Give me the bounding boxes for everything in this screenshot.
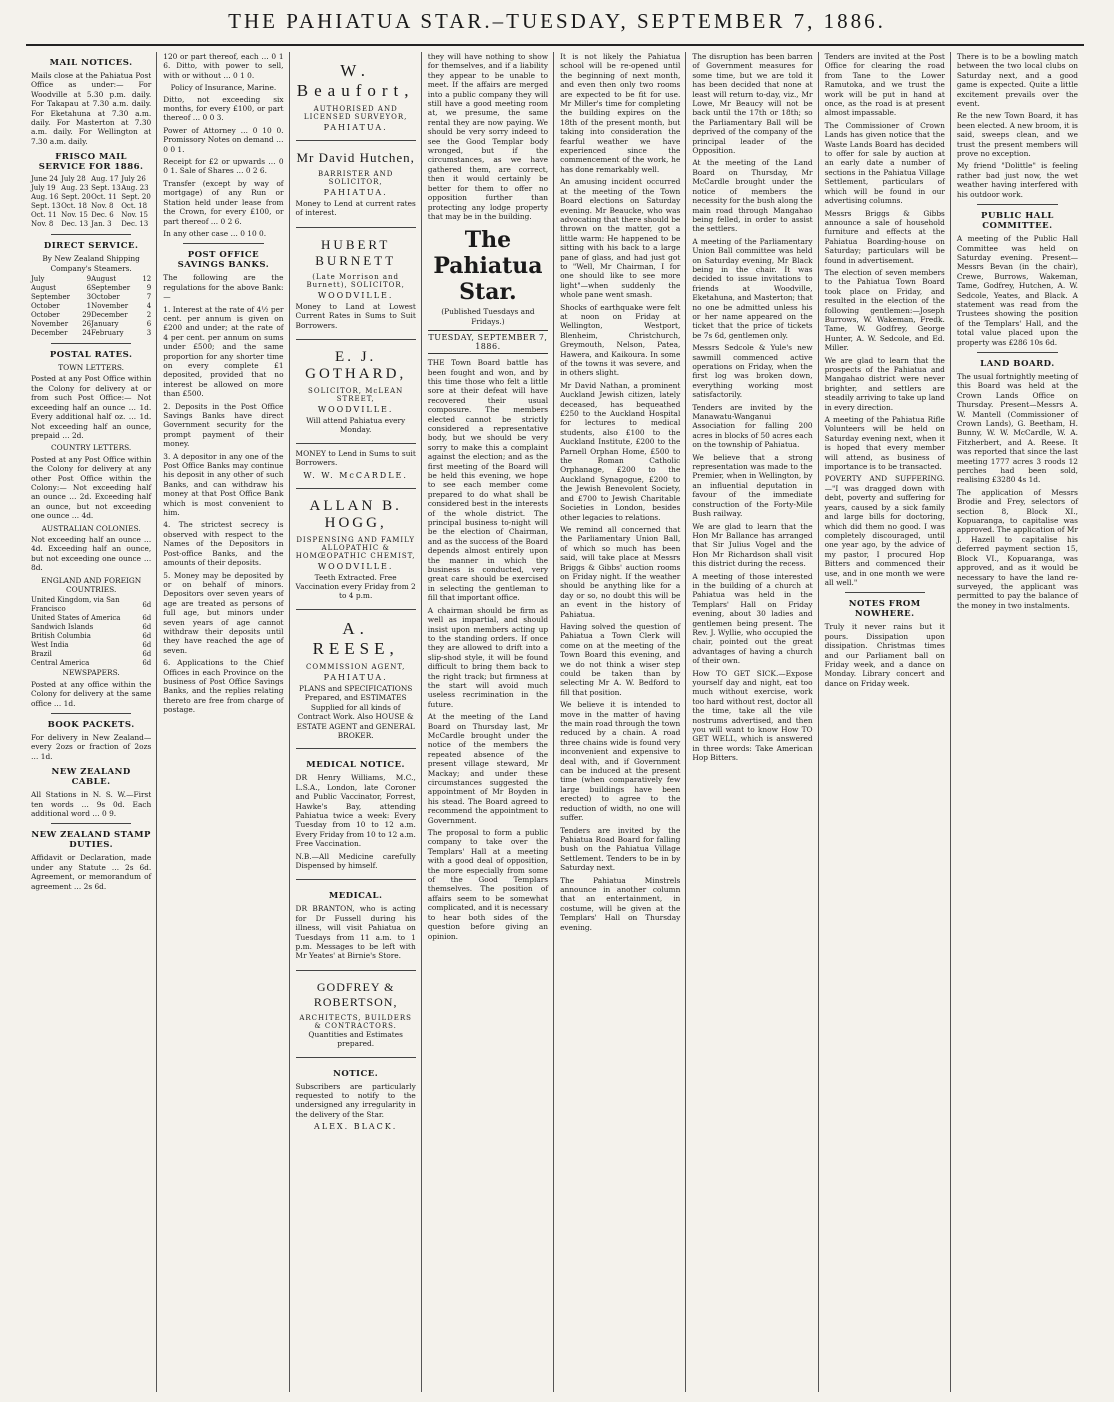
news-paragraph: We believe it is intended to move in the matter of having the main road through the town reduced by a chain. A road three chains wide is found very inconvenient and expensive to deal with, and if Government can be induced at the present time (when comparatively few large buildings have been erected) to agree to the reduction of width, no one will suffer. [560,700,681,823]
advert-name: HUBERT BURNETT [315,236,397,268]
news-paragraph: There is to be a bowling match between the two local clubs on Saturday next, and a good game is expected. Quite a little excitement prevails over the event. [956,52,1078,109]
news-paragraph: An amusing incident occurred at the meeting of the Town Board elections on Saturday evening. Mr Beaucke, who was advocating that there should be thrown on the matter, got a little warm: He happened to be sitting with his back to a large pane of glass, and had just got to "Well, Mr Chairman, I for one should like to see more light"—when suddenly the whole pane went smash. [560,177,681,300]
savings-paragraph: The following are the regulations for the above Bank:— [163,273,284,302]
savings-bank-heading: POST OFFICE SAVINGS BANKS. [177,250,270,271]
news-paragraph: Having solved the question of Pahiatua a Town Clerk will come on at the meeting of the Town Board this evening, and we do not think a wiser step could be taken than by selecting Mr A. W. Bedford to fill that position. [560,621,681,697]
news-paragraph: Tenders are invited by the Pahiatua Road Board for falling bush on the Pahiatua Village Settlement. Tenders to be in by Saturday next. [560,825,681,873]
column-5 [555,52,686,1392]
medical-text: DR BRANTON, who is acting for Dr Fussell during his illness, will visit Pahiatua on Tuesdays from 11 a.m. to 1 p.m. Messages to be left with Mr Yeates' at Birnie's Store. [295,904,416,961]
paper-title: The Pahiatua Star. [433,227,543,306]
column-8 [952,52,1083,1392]
england-rates-table [31,596,151,668]
savings-paragraph: 1. Interest at the rate of 4½ per cent. per annum is given on £200 and under; at the rate of 4 per cent. per annum on sums under £500; and the same proportion for any shorter time on every complete £1 deposited, provided that no interest be allowed on more than £500. [163,304,284,399]
public-hall-heading: PUBLIC HALL COMMITTEE. [981,211,1054,232]
advert-town: PAHIATUA. [323,672,388,682]
godfrey-advert [296,971,416,1058]
australian-colonies-subheading: AUSTRALIAN COLONIES. [41,523,141,533]
news-paragraph: Messrs Briggs & Gibbs announce a sale of household furniture and effects at the Pahiatua Boarding-house on Saturday; particulars will be found in advertisement. [824,208,945,265]
advert-town: PAHIATUA. [323,188,388,197]
news-paragraph: The Commissioner of Crown Lands has given notice that the Waste Lands Board has decided to offer for sale by auction at an early date a number of sections in the Pahiatua Village Settlement, particulars of which will be found in our advertising columns. [824,120,945,206]
england-subheading: ENGLAND AND FOREIGN COUNTRIES. [40,575,142,594]
advert-text: Money to Lend at current rates of interest. [295,199,416,218]
power-text: Power of Attorney … 0 10 0. Promissory Notes on demand … 0 0 1. [163,125,284,154]
country-letters-subheading: COUNTRY LETTERS. [50,443,132,453]
divider [51,343,131,344]
news-paragraph: The election of seven members to the Pahiatua Town Board took place on Friday, and resulted in the election of the following gentlemen:—Joseph Burrows, W. Wakeman, Fredk. Tame, W. Godfrey, George Hunter, A. W. Sedcole, and Ed. Miller. [824,267,945,353]
advert-name: A. REESE, [312,618,399,658]
news-paragraph: A meeting of the Parliamentary Union Ball committee was held on Saturday evening, Mr Black being in the chair. It was decided to issue invitations to friends at Woodville, Eketahuna, and Masterton; that no one be admitted unless his or her name appeared on the ticket that the price of tickets be 7s 6d, gentlemen only. [692,236,813,340]
news-paragraph: The Pahiatua Minstrels announce in another column that an entertainment, in costume, will be given at the Templars' Hall on Thursday evening. [560,875,681,932]
divider [51,823,131,824]
postal-rates-heading: POSTAL RATES. [49,350,133,361]
newspapers-text: Posted at any office within the Colony for delivery at the same office … 1d. [31,679,152,708]
receipt-text: Receipt for £2 or upwards … 0 0 1. Sale of Shares … 0 2 6. [163,157,284,176]
news-paragraph: Mr David Nathan, a prominent Auckland Jewish citizen, lately deceased, has bequeathed £250 to the Auckland Hospital for lectures to medical students, also £100 to the Auckland Institute, £200 to the Parnell Orphan Home, £500 to the Roman Catholic Orphanage, £200 to the Auckland Synagogue, £200 to the Jewish Benevolent Society, and £700 to Jewish Charitable Societies in London, besides other legacies to relations. [560,380,681,522]
column-1 [26,52,157,1392]
news-paragraph: The disruption has been barren of Government measures for some time, but we are told it has been decided that none at least will return to-day, viz., Mr Lowe, Mr Beaucy will not be back until the 17th or 18th; so the Parliamentary Ball will be deprived of the company of the principal leader of the Opposition. [692,52,813,156]
table-row: July 9 August 12 [31,275,152,284]
columns [26,52,1084,1392]
advert-name: W. Beaufort, [296,61,415,100]
table-row: July 19 Aug. 23 Sept. 13 Aug. 23 [31,184,149,193]
table-row: Sandwich Islands 6d [31,623,152,632]
advert-text: Will attend Pahiatua every Monday. [306,416,406,435]
divider [845,592,925,593]
savings-paragraph: 5. Money may be deposited by or on behalf of minors. Depositors over seven years of age are treated as persons of full age, but minors under seven years of age cannot withdraw their deposits until they have reached the age of seven. [163,570,284,655]
news-paragraph: My friend "Dolittle" is feeling rather bad just now, the wet weather having interfered with his outdoor work. [956,161,1078,199]
medical-notice-text: DR Henry Williams, M.C., L.S.A., London, late Coroner and Public Vaccinator, Forrest, Hawke's Bay, attending Pahiatua twice a week: Every Tuesday from 10 to 12 a.m. Every Friday from 10 to 12 a.m. Free Vaccination. [295,773,416,849]
advert-name: GODFREY & ROBERTSON, [313,979,398,1009]
mail-notices-heading: MAIL NOTICES. [49,58,133,68]
mccardle-advert [296,444,416,489]
advert-subtitle: SOLICITOR, McLEAN STREET, [308,387,404,404]
column-7 [820,52,951,1392]
divider [183,243,263,244]
table-row: United States of America 6d [31,614,152,623]
burnett-advert [296,228,416,340]
public-hall-text: A meeting of the Public Hall Committee was held on Saturday evening. Present—Messrs Bevan (in the chair), Crewe, Burrows, Wakeman, Tame, Godfrey, Hutchen, A. W. Sedcole, Yeates, and Black. A statement was read from the Trustees showing the position of the Templars' Hall, and the total value placed upon the property was £286 10s 6d. [956,234,1078,347]
table-row: United Kingdom, via San Francisco 6d [31,596,152,614]
australian-colonies-text: Not exceeding half an ounce … 4d. Exceeding half an ounce, but not exceeding one ounce … 8d. [31,534,152,573]
table-row: August 6 September 9 [31,284,152,293]
table-row: October 29 December 2 [31,311,152,320]
editorial-paragraph: THE Town Board battle has been fought and won, and by this time those who felt a little sore at their defeat will have recovered their usual composure. The members elected cannot be strictly considered a representative body, but we should be very sorry to make this a complaint against the election; and as the first meeting of the Board will be held this evening, we hope to see each member come prepared to do what shall be considered best in the interests of the whole district. The principal business to-night will be the election of Chairman, and as the success of the Board depends almost entirely upon the manner in which the business is conducted, very great care should be exercised in selecting the gentleman to fill that important office. [427,358,549,603]
news-paragraph: We are glad to learn that the prospects of the Pahiatua and Mangahao district were never brighter, and settlers are steadily arriving to take up land in every direction. [824,355,945,412]
column-2 [158,52,289,1392]
advert-town: WOODVILLE. [317,561,394,571]
notice-text: Subscribers are particularly requested to notify to the undersigned any irregularity in the delivery of the Star. [295,1081,416,1119]
medical-notice-note: N.B.—All Medicine carefully Dispensed by himself. [295,851,416,870]
book-packets-text: For delivery in New Zealand—every 2ozs or fraction of 2ozs … 1d. [31,733,152,761]
table-row: June 24 July 28 Aug. 17 July 26 [31,175,146,184]
direct-service-heading: DIRECT SERVICE. [43,241,139,252]
advert-text: MONEY to Lend in Sums to suit Borrowers. [295,448,416,468]
gothard-advert [296,340,416,444]
advert-name: W. W. McCARDLE. [303,470,408,480]
savings-paragraph: 6. Applications to the Chief Offices in each Province on the business of Post Office Savings Banks, and the replies relating thereto are free from charge of postage. [163,658,284,715]
paper-subtitle: (Published Tuesdays and Fridays.) [441,307,535,326]
advert-subtitle: COMMISSION AGENT, [306,662,406,671]
table-row: West India 6d [31,641,152,650]
cable-heading: NEW ZEALAND CABLE. [51,767,131,788]
news-paragraph: At the meeting of the Land Board on Thursday, Mr McCardle brought under the notice of members the necessity for the bush along the main road through Mangahao being felled, in order to assist the settlers. [692,158,813,234]
advert-subtitle: BARRISTER AND SOLICITOR, [317,170,394,186]
news-paragraph: It is not likely the Pahiatua school will be re-opened until the beginning of next month, and even then only two rooms are expected to be fit for use. Mr Miller's time for completing the building expires on the 18th of the present month, but taking into consideration the fearful weather we have experienced since the commencement of the work, he has done remarkably well. [560,52,681,174]
divider [51,713,131,714]
column-4 [423,52,554,1392]
land-board-heading: LAND BOARD. [980,358,1055,369]
transfer-text: Transfer (except by way of mortgage) of any Run or Station held under lease from the Crown, for every £100, or part thereof … 0 2 6. [163,178,284,226]
column-3 [291,52,422,1392]
postal-rates-text: Posted at any Post Office within the Colony for delivery at or from such Post Office:— Not exceeding half an ounce … 1d. Every additional half oz. … 1d. Not exceeding half an ounce, prepaid … 2d. [31,374,152,440]
news-paragraph: Shocks of earthquake were felt at noon on Friday at Wellington, Westport, Blenheim, Christchurch, Greymouth, Nelson, Patea, Hawera, and Kaikoura. In some of the towns it was severe, and in others slight. [560,302,681,378]
advert-text: Quantities and Estimates prepared. [308,1029,403,1049]
savings-paragraph: 2. Deposits in the Post Office Savings Banks have direct Government security for the prompt payment of their money. [163,401,284,449]
savings-paragraph: 4. The strictest secrecy is observed with respect to the Names of the Depositors in Post-office Banks, and the amounts of their deposits. [163,520,284,568]
notes-text: Truly it never rains but it pours. Dissipation upon dissipation. Christmas times and our Parliament ball on Friday week, and a dance on Monday. Library concert and dance on Friday week. [824,622,945,688]
divider [51,234,131,235]
advert-subtitle: ARCHITECTS, BUILDERS & CONTRACTORS. [299,1013,412,1030]
advert-subtitle: (Late Morrison and Burnett), SOLICITOR, [306,272,405,289]
savings-paragraph: 3. A depositor in any one of the Post Office Banks may continue his deposit in any other of such Banks, and can withdraw his money at that Post Office Bank which is most convenient to him. [163,451,284,518]
frisco-table [31,175,151,229]
advert-name: ALLAN B. HOGG, [309,497,402,531]
insurance-text: 120 or part thereof, each … 0 1 6. Ditto, with power to sell, with or without … 0 1 0. [163,52,284,80]
other-case-text: In any other case … 0 10 0. [163,228,267,238]
table-row: Sept. 13 Oct. 18 Nov. 8 Oct. 18 [31,202,148,211]
masthead-rule [26,44,1084,46]
advert-text: Teeth Extracted. Free Vaccination every Friday from 2 to 4 p.m. [295,572,416,601]
notice-advert [296,1058,416,1140]
policy-text: Ditto, not exceeding six months, for every £100, or part thereof … 0 0 3. [163,94,284,123]
editorial-paragraph: A chairman should be firm as well as impartial, and should insist upon members acting up to the standing orders. If once they are allowed to drift into a slip-shod style, it will be found difficult to bring them back to the right track; but firmness at the start will avoid much useless recrimination in the future. [427,605,549,709]
medical-heading: MEDICAL. [328,891,383,902]
newspapers-subheading: NEWSPAPERS. [62,668,120,678]
news-paragraph: A meeting of those interested in the building of a church at Pahiatua was held in the Templars' Hall on Friday evening, about 30 ladies and gentlemen being present. The Rev. J. Wyllie, who occupied the chair, pointed out the great advantages of having a church of their own. [692,571,813,666]
advert-name: E. J. GOTHARD, [305,349,407,383]
medical-advert [296,880,416,970]
table-row: Nov. 8 Dec. 13 Jan. 3 Dec. 13 [31,220,149,229]
medical-notice-advert [296,749,416,880]
advert-text: PLANS and SPECIFICATIONS Prepared, and ESTIMATES Supplied for all kinds of Contract Work. Also HOUSE & ESTATE AGENT and GENERAL BROKER. [296,683,415,740]
notice-signature: ALEX. BLACK. [314,1122,398,1132]
hogg-advert [296,489,416,610]
divider [977,352,1058,353]
stamp-duties-heading: NEW ZEALAND STAMP DUTIES. [31,830,151,851]
dateline: TUESDAY, SEPTEMBER 7, 1886. [428,330,548,354]
policy-heading: Policy of Insurance, Marine. [170,83,277,93]
book-packets-heading: BOOK PACKETS. [47,720,135,731]
notes-heading: NOTES FROM NOWHERE. [848,599,921,620]
table-row: Brazil 6d [31,650,152,659]
editorial-paragraph: At the meeting of the Land Board on Thursday last, Mr McCardle brought under the notice of the members the repeated absence of the present village steward, Mr Mackay; and under these circumstances suggested the appointment of Mr Boyden in his stead. The Board agreed to recommend the appointment to Government. [427,712,549,825]
table-row: October 1 November 4 [31,302,152,311]
news-paragraph: We believe that a strong representation was made to the Premier, when in Wellington, by an influential deputation in favour of the immediate construction of the Forty-Mile Bush railway. [692,452,813,519]
advert-text: Money to Land at Lowest Current Rates in Sums to Suit Borrowers. [295,301,416,330]
medical-notice-heading: MEDICAL NOTICE. [306,760,406,771]
country-letters-text: Posted at any Post Office within the Colony for delivery at any other Post Office within the Colony:— Not exceeding half an ounce … 2d. Exceeding half an ounce, but not exceeding one ounce … 4d. [31,454,152,521]
advert-subtitle: DISPENSING AND FAMILY ALLOPATHIC & HOMŒOPATHIC CHEMIST, [295,535,416,560]
masthead: THE PAHIATUA STAR.–TUESDAY, SEPTEMBER 7, 1886. [228,9,886,33]
land-board-text: The usual fortnightly meeting of this Board was held at the Crown Lands Office on Thursday. Present—Messrs A. W. Mantell (Commissioner of Crown Lands), G. Beetham, H. Bunny, W. W. McCardle, W. A. Fitzherbert, and A. Reese. It was reported that since the last meeting 1777 acres 3 roods 12 perches had been sold, realising £3280 4s 1d. [956,371,1078,485]
continuation-text: they will have nothing to show for themselves, and if a liability they appear to be unable to meet. If the affairs are merged into a public company they will still have a good meeting room at, we presume, the same rental they are now paying. We should be very sorry indeed to see the Good Templar body wronged, but if the circumstances, as we have gathered them, are correct, then it would certainly be better for them to offer no opposition further than protecting any lodge property that may be in the building. [427,52,549,221]
news-paragraph: How TO GET SICK.—Expose yourself day and night, eat too much without exercise, work too hard without rest, doctor all the time, take all the vile nostrums advertised, and then you will want to know How TO GET WELL, which is answered in three words: Take American Hop Bitters. [692,668,813,763]
table-row: November 26 January 6 [31,320,152,329]
news-paragraph: Tenders are invited by the Manawatu-Wanganui Association for falling 200 acres in blocks of 50 acres each on the township of Pahiatua. [692,402,813,450]
divider [977,204,1058,205]
editorial-paragraph: The proposal to form a public company to take over the Templars' Hall at a meeting with a good deal of opposition, the more especially from some of the Good Templars themselves. The position of affairs seem to be somewhat complicated, and it is necessary to hear both sides of the question before giving an opinion. [427,828,549,941]
notice-heading: NOTICE. [333,1068,379,1079]
table-row: Oct. 11 Nov. 15 Dec. 6 Nov. 15 [31,211,149,220]
column-6 [687,52,818,1392]
cable-text: All Stations in N. S. W.—First ten words … 9s 0d. Each additional word … 0 9. [31,790,152,819]
frisco-heading: FRISCO MAIL SERVICE FOR 1886. [38,152,144,173]
mail-notices-text: Mails close at the Pahiatua Post Office as under:— For Woodville at 5.30 p.m. daily. For Takapau at 7.30 a.m. daily. For Eketahuna at 7.30 a.m. daily. For Masterton at 7.30 a.m. daily. For Wellington at 7.30 a.m. daily. [31,71,152,146]
advert-town: WOODVILLE. [317,405,394,415]
news-paragraph: Tenders are invited at the Post Office for clearing the road from Tane to the Lower Ramutoka, and we trust the work will be put in hand at once, as the road is at present almost impassable. [824,52,945,118]
news-paragraph: We are glad to learn that the Hon Mr Ballance has arranged that Sir Julius Vogel and the Hon Mr Richardson shall visit this district during the recess. [692,521,813,569]
news-paragraph: We remind all concerned that the Parliamentary Union Ball, of which so much has been said, will take place at Messrs Briggs & Gibbs' auction rooms on Friday night. If the weather should be anything like for a day or so, no doubt this will be an event in the history of Pahiatua. [560,524,681,619]
advert-subtitle: AUTHORISED AND LICENSED SURVEYOR, [303,105,408,121]
table-row: Central America 6d [31,659,152,668]
beaufort-advert [296,52,416,141]
advert-town: PAHIATUA. [323,123,388,132]
table-row: December 24 February 3 [31,329,152,338]
land-board-text: The application of Messrs Brodie and Frey, selectors of section 8, Block XI., Kopuaranga, to capitalise was approved. The application of Mr J. Hazell to capitalise his deferred payment section 15, Block VI., Kopuaranga, was approved, and as it would be necessary to have the land re-surveyed, the applicant was permitted to pay the balance of the money in two instalments. [956,487,1078,610]
stamp-duties-text: Affidavit or Declaration, made under any Statute … 2s 6d. Agreement, or memorandum of agreement … 2s 6d. [31,853,152,891]
news-paragraph: Messrs Sedcole & Yule's new sawmill commenced active operations on Friday, when the first log was broken down, everything working most satisfactorily. [692,343,813,400]
news-paragraph: POVERTY AND SUFFERING.—"I was dragged down with debt, poverty and suffering for years, caused by a sick family and large bills for doctoring, which did them no good. I was completely discouraged, until one year ago, by the advice of my pastor, I procured Hop Bitters and commenced their use, and in one month we were all well." [824,474,945,587]
table-row: September 3 October 7 [31,293,152,302]
direct-service-table [31,275,151,338]
hutchen-advert [296,141,416,228]
table-row: British Columbia 6d [31,632,152,641]
advert-town: WOODVILLE. [317,290,394,300]
news-paragraph: Re the new Town Board, it has been elected. A new broom, it is said, sweeps clean, and we trust the present members will prove no exception. [956,111,1078,159]
reese-advert [296,610,416,749]
advert-name: Mr David Hutchen, [296,150,415,165]
town-letters-subheading: TOWN LETTERS. [58,363,125,373]
direct-service-text: By New Zealand Shipping Company's Steamers. [42,254,140,273]
table-row: Aug. 16 Sept. 20 Oct. 11 Sept. 20 [31,193,151,202]
news-paragraph: A meeting of the Pahiatua Rifle Volunteers will be held on Saturday evening next, when it is hoped that every member will attend, as business of importance is to be transacted. [824,415,945,472]
